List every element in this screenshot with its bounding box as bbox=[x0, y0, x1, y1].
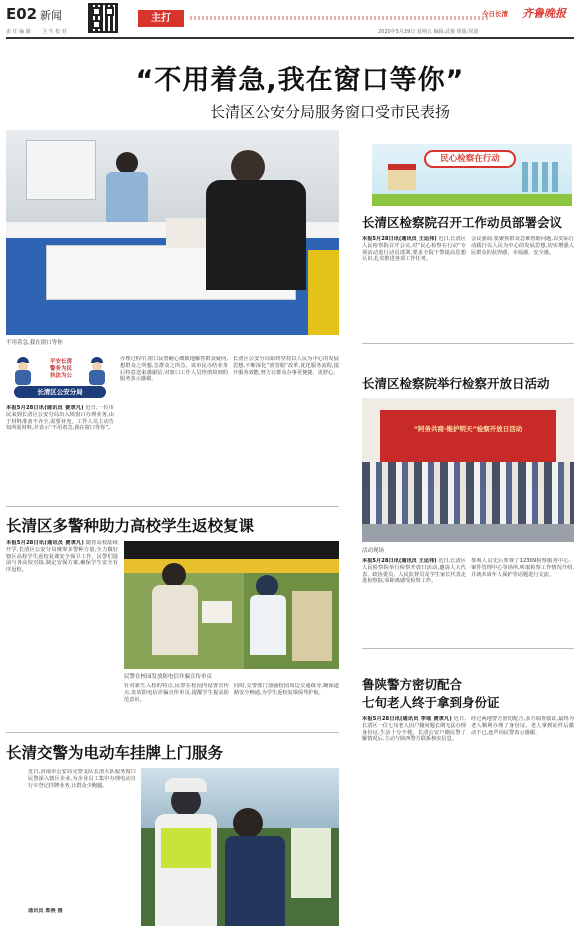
lead-col-2-text: 办理过程中,窗口民警耐心细致地解答群众疑问,想群众之所想,急群众之所急。该市民办结业务后特意送来感谢信,对窗口工作人员热情周到的服务表示感谢。 bbox=[120, 356, 228, 383]
police-col-3-text: 同时,交警部门加强校园周边交通疏导,确保道路安全畅通,为学生返校复课保驾护航。 bbox=[234, 683, 339, 696]
procuratorate-photo-caption: 活动现场 bbox=[362, 548, 385, 554]
badge-org: 长清区公安分局 bbox=[14, 386, 106, 398]
id-story-headline-2: 七旬老人终于拿到身份证 bbox=[362, 695, 500, 710]
police-col-2-text: 针对新生入校的特点,民警在校园内设置宣传点,发放防电信诈骗宣传单页,提醒学生提高防范意识。 bbox=[124, 683, 229, 703]
lead-photo-caption: 不用着急,我在窗口等你 bbox=[6, 340, 63, 346]
banner-ground bbox=[372, 194, 572, 206]
page-header bbox=[0, 0, 580, 40]
procuratorate-2-byline: 本报5月28日讯(通讯员 王运伟) bbox=[362, 558, 437, 564]
id-story-headline-1: 鲁陕警方密切配合 bbox=[362, 677, 463, 692]
procuratorate-2-col-2-text: 参观人员先后参观了12309检察服务中心、案件管理中心等场所,听取检察工作情况介绍,并就未成年人保护等话题进行交流。 bbox=[471, 558, 574, 578]
procuratorate-2-col-1 bbox=[362, 558, 466, 640]
section-tag: 主打 bbox=[138, 10, 184, 27]
police-col-1-text: 随着高校陆续开学,长清区公安分局统筹多警种力量,全力做好辖区高校学生返校复课安全保卫工作。民警们提前与各高校对接,制定安保方案,确保学生安全有序返校。 bbox=[6, 540, 118, 574]
police-badge bbox=[6, 355, 114, 403]
section-name: 新闻 bbox=[40, 9, 62, 22]
editor-line-right: 卫 生 校 对 bbox=[42, 29, 67, 35]
procuratorate-2-col-2 bbox=[471, 558, 574, 640]
procuratorate-1-byline: 本报5月28日讯(通讯员 王运伟) bbox=[362, 236, 437, 242]
police-col-3 bbox=[234, 683, 339, 728]
divider-2 bbox=[6, 732, 339, 733]
lead-col-3-text: 长清区公安分局始终坚持以人民为中心的发展思想,不断深化“放管服”改革,优化服务流程,提升服务效能,努力让群众办事更便捷、更舒心。 bbox=[233, 356, 339, 376]
divider-3 bbox=[362, 343, 574, 344]
event-backdrop bbox=[380, 410, 556, 462]
procuratorate-photo bbox=[362, 398, 574, 542]
id-story-col-1-text: 近日,长清区一位七旬老人因户籍问题长期无法办理身份证,生活十分不便。长清公安户籍民警了解情况后,主动与陕西警方联系核实信息。 bbox=[362, 716, 466, 743]
badge-slogan-1: 平安长清 bbox=[49, 359, 72, 365]
lead-subheadline: 长清区公安分局服务窗口受市民表扬 bbox=[209, 103, 450, 121]
traffic-col-1 bbox=[28, 769, 136, 917]
police-figure-right bbox=[88, 357, 106, 385]
lead-photo bbox=[6, 130, 339, 335]
header-stripe bbox=[190, 16, 490, 20]
traffic-photo bbox=[141, 768, 339, 926]
traffic-col-1-text: 近日,济南市公安局交警支队长清大队服务窗口民警深入辖区企业,为企业员工集中办理电动自行车登记挂牌业务,让群众少跑腿。 bbox=[28, 769, 136, 789]
police-photo bbox=[124, 541, 339, 669]
badge-slogan-2: 警务为民 bbox=[49, 366, 72, 372]
lead-col-1-text: 近日,一位市民来到长清区公安分局出入境窗口办理业务,由于材料准备不齐全,需要补充。工作人员主动告知所需材料,并表示“不用着急,我在窗口等你”。 bbox=[6, 405, 114, 432]
id-story-col-2-text: 经过两地警方密切配合,多方调查取证,最终为老人顺利办理了身份证。老人拿到证件后激动不已,连声向民警表示感谢。 bbox=[471, 716, 574, 736]
police-headline: 长清区多警种助力高校学生返校复课 bbox=[6, 517, 255, 535]
skyline-icon bbox=[522, 162, 562, 192]
procuratorate-1-col-2-text: 会议强调,要聚焦群众急难愁盼问题,以实际行动践行以人民为中心的发展思想,切实增强人民群众的获得感、幸福感、安全感。 bbox=[471, 236, 574, 256]
edition-label: 今日长清 bbox=[482, 10, 508, 18]
procuratorate-1-col-1-text: 近日,长清区人民检察院召开会议,对“民心检察在行动”专项活动进行动员部署,要求全院干警提高思想认识,扎实推进各项工作任务。 bbox=[362, 236, 466, 263]
qr-code bbox=[88, 3, 118, 33]
event-banner-text: “阿务共商·维护明天”检察开放日活动 bbox=[413, 425, 523, 433]
badge-slogan-3: 执法为公 bbox=[49, 373, 72, 379]
procuratorate-2-headline: 长清区检察院举行检察开放日活动 bbox=[362, 376, 550, 391]
procuratorate-1-headline: 长清区检察院召开工作动员部署会议 bbox=[362, 215, 563, 230]
lead-col-1 bbox=[6, 405, 114, 503]
building-icon bbox=[388, 164, 416, 190]
editor-line-left: 责 任 编 辑 bbox=[6, 29, 31, 35]
lead-byline: 本报5月28日讯(通讯员 费隶凡) bbox=[6, 405, 84, 411]
id-story-byline: 本报5月28日讯(通讯员 李瑶 费隶凡) bbox=[362, 716, 452, 722]
police-byline: 本报5月28日讯(通讯员 费隶凡) bbox=[6, 540, 84, 546]
police-photo-caption: 民警在校园发放防电信诈骗宣传单页 bbox=[124, 674, 213, 680]
police-col-1 bbox=[6, 540, 118, 728]
procuratorate-1-col-2 bbox=[471, 236, 574, 334]
traffic-credit: 通讯员 郭燕 摄 bbox=[28, 908, 63, 914]
lead-headline: “不用着急,我在窗口等你” bbox=[135, 65, 465, 96]
header-rule bbox=[6, 37, 574, 39]
lead-col-3 bbox=[233, 356, 339, 501]
police-col-2 bbox=[124, 683, 229, 728]
date-line: 2020年5月29日 星期五 编辑:武俊 组版:侯波 bbox=[378, 29, 479, 35]
procuratorate-2-col-1-text: 近日,长清区人民检察院举行检察开放日活动,邀请人大代表、政协委员、人民监督员及学生家长代表走进检察院,零距离感受检察工作。 bbox=[362, 558, 466, 585]
traffic-headline: 长清交警为电动车挂牌上门服务 bbox=[6, 744, 224, 762]
id-story-col-2 bbox=[471, 716, 574, 928]
paper-name: 齐鲁晚报 bbox=[522, 7, 566, 20]
procuratorate-banner bbox=[372, 144, 572, 206]
lead-col-2 bbox=[120, 356, 228, 501]
id-story-col-1 bbox=[362, 716, 466, 928]
procuratorate-1-col-1 bbox=[362, 236, 466, 334]
procuratorate-banner-title: 民心检察在行动 bbox=[424, 150, 516, 168]
divider-1 bbox=[6, 506, 339, 507]
police-figure-left bbox=[14, 357, 32, 385]
divider-4 bbox=[362, 648, 574, 649]
page-code: E02 bbox=[6, 5, 38, 23]
